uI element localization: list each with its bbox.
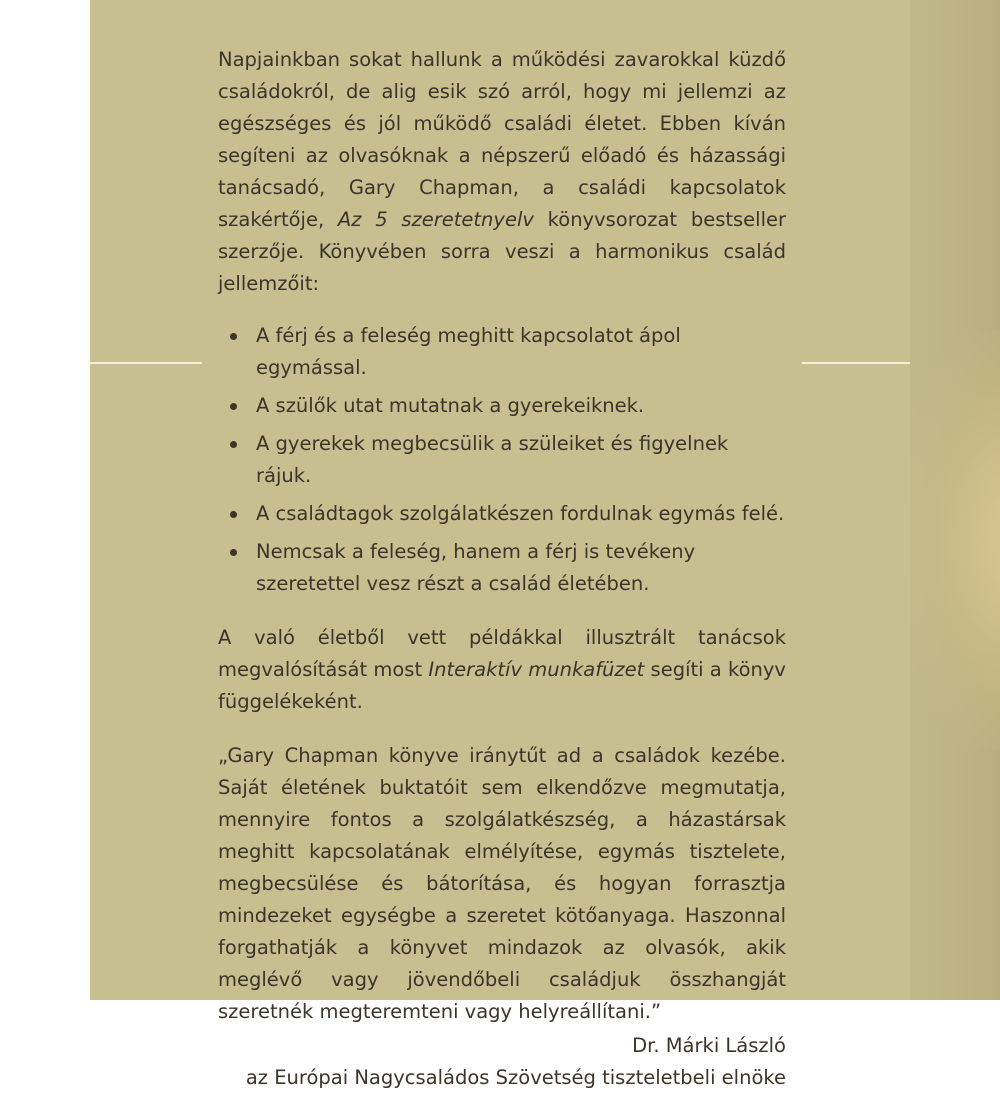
list-item-text: A férj és a feleség meghitt kapcsolatot ápol egymással. [256,324,681,379]
workbook-text-cont: segíti a könyv függelékeként. [218,658,786,713]
list-item-text: A gyerekek megbecsülik a szüleiket és figyelnek rájuk. [256,432,729,487]
intro-text-cont: könyvsorozat bestseller szerzője. Könyvében sorra veszi a harmonikus család jellemzőit: [218,208,787,295]
list-item-text: Nemcsak a feleség, hanem a férj is tevékeny szeretettel vesz részt a család életében. [256,540,696,595]
photo-glow [910,330,1000,750]
family-traits-list [218,320,786,600]
bullet-icon [230,441,237,448]
intro-text: Napjainkban sokat hallunk a működési zavarokkal küzdő családokról, de alig esik szó arról, hogy mi jellemzi az egészséges és jól működő családi életet. Ebben kíván segíteni az olvasóknak a népszerű előadó és házassági tanácsadó, Gary Chapman, a családi kapcsolatok szakértője, [218,48,786,231]
workbook-paragraph [218,622,786,718]
workbook-title: Interaktív munkafüzet [428,658,645,681]
series-title: Az 5 szeretetnyelv [337,208,534,231]
bullet-icon [230,511,237,518]
list-item [218,498,786,530]
bullet-icon [230,549,237,556]
attribution-role: az Európai Nagycsaládos Szövetség tiszteletbeli elnöke [245,1066,786,1089]
list-item [218,536,786,600]
cover-edge-photo [910,0,1000,1000]
list-item-text: A családtagok szolgálatkészen fordulnak egymás felé. [256,502,785,525]
blurb-text [218,44,786,1094]
list-item [218,428,786,492]
bullet-icon [230,333,237,340]
list-item-text: A szülők utat mutatnak a gyerekeiknek. [256,394,645,417]
attribution-name: Dr. Márki László [632,1034,786,1057]
list-item [218,390,786,422]
endorsement-quote: „Gary Chapman könyve iránytűt ad a családok kezébe. Saját életének buktatóit sem elkendőzve megmutatja, mennyire fontos a szolgálatkészség, a házastársak meghitt kapcsolatának elmélyítése, egymás tisztelete, megbecsülése és bátorítása, és hogyan forrasztja mindezeket egységbe a szeretet kötőanyaga. Haszonnal forgathatják a könyvet mindazok az olvasók, akik meglévő vagy jövendőbeli családjuk összhangját szeretnék megteremteni vagy helyreállítani.” [218,744,786,1023]
divider-line-left [90,362,202,364]
list-item [218,320,786,384]
bullet-icon [230,403,237,410]
page-margin-left [0,0,90,1000]
divider-line-right [802,362,910,364]
intro-paragraph [218,44,786,300]
workbook-text: A való életből vett példákkal illusztrált tanácsok megvalósítását most [218,626,786,681]
